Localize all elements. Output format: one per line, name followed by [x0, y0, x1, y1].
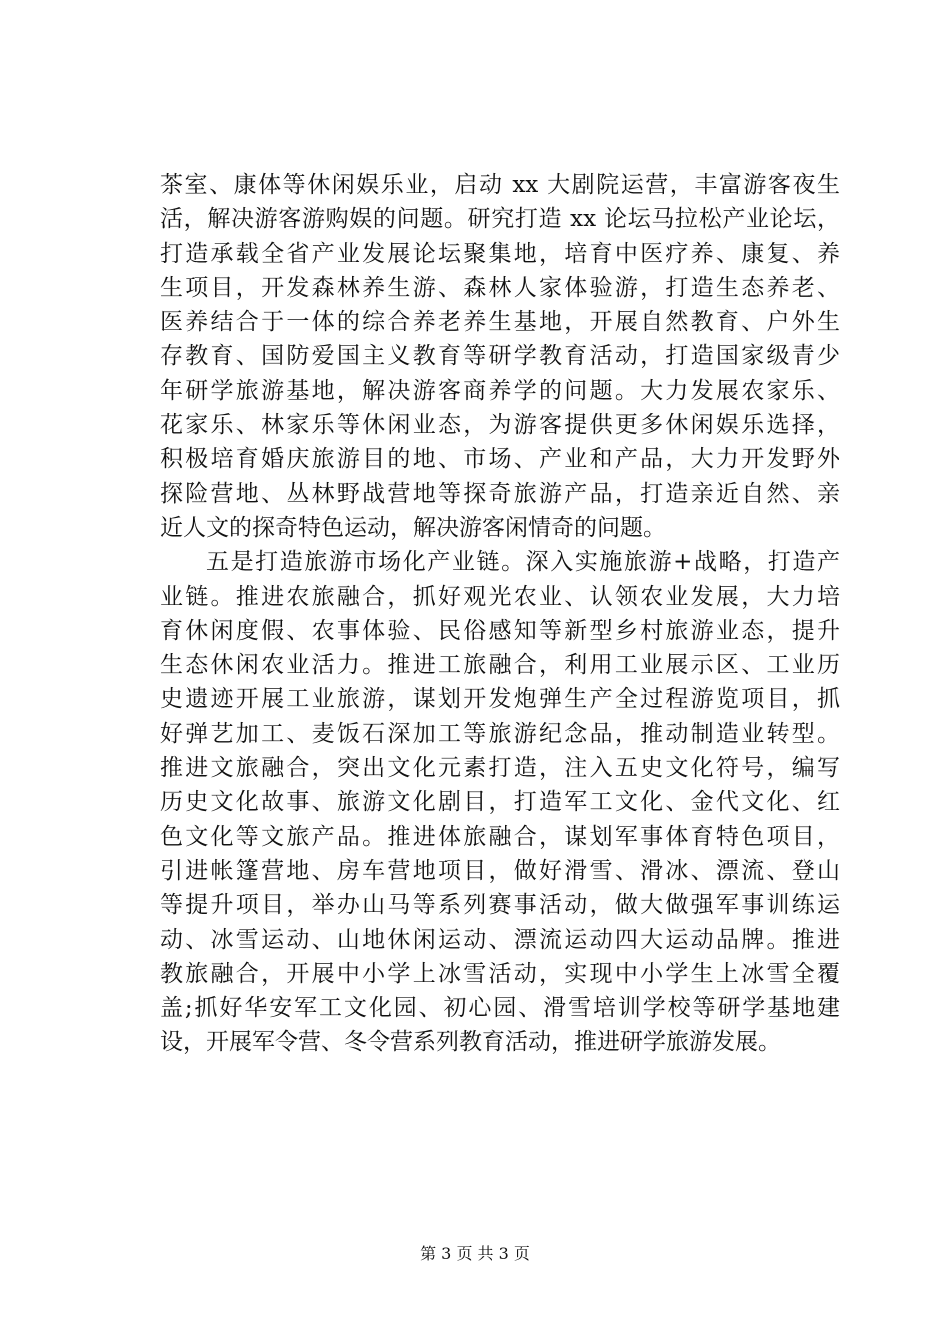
text-line: 史遗迹开展工业旅游，谋划开发炮弹生产全过程游览项目，抓 [160, 686, 840, 713]
text-line: 茶室、康体等休闲娱乐业，启动 xx 大剧院运营，丰富游客夜生 [160, 172, 840, 198]
text-line: 动、冰雪运动、山地休闲运动、漂流运动四大运动品牌。推进 [160, 926, 840, 953]
text-line: 积极培育婚庆旅游目的地、市场、产业和产品，大力开发野外 [160, 446, 840, 473]
text-line: 近人文的探奇特色运动，解决游客闲情奇的问题。 [160, 514, 666, 541]
text-line: 活，解决游客游购娱的问题。研究打造 xx 论坛马拉松产业论坛， [160, 206, 840, 233]
text-line: 生项目，开发森林养生游、森林人家体验游，打造生态养老、 [160, 274, 840, 301]
text-line: 探险营地、丛林野战营地等探奇旅游产品，打造亲近自然、亲 [160, 480, 840, 507]
text-line: 医养结合于一体的综合养老养生基地，开展自然教育、户外生 [160, 309, 840, 336]
paragraph-2 [160, 545, 840, 1059]
text-line: 引进帐篷营地、房车营地项目，做好滑雪、滑冰、漂流、登山 [160, 857, 840, 884]
text-line: 盖;抓好华安军工文化园、初心园、滑雪培训学校等研学基地建 [160, 995, 840, 1022]
text-line: 育休闲度假、农事体验、民俗感知等新型乡村旅游业态，提升 [160, 617, 840, 644]
body-text [160, 168, 840, 1060]
text-line: 年研学旅游基地，解决游客商养学的问题。大力发展农家乐、 [160, 377, 840, 404]
text-line: 打造承载全省产业发展论坛聚集地，培育中医疗养、康复、养 [160, 240, 840, 267]
text-line: 历史文化故事、旅游文化剧目，打造军工文化、金代文化、红 [160, 789, 840, 816]
text-line: 推进文旅融合，突出文化元素打造，注入五史文化符号，编写 [160, 755, 840, 782]
page-footer [0, 1244, 950, 1264]
page-number-label: 第 3 页 共 3 页 [420, 1244, 530, 1263]
text-line: 教旅融合，开展中小学上冰雪活动，实现中小学生上冰雪全覆 [160, 960, 840, 987]
text-line: 好弹艺加工、麦饭石深加工等旅游纪念品，推动制造业转型。 [160, 720, 840, 747]
text-line: 生态休闲农业活力。推进工旅融合，利用工业展示区、工业历 [160, 652, 840, 679]
paragraph-1 [160, 168, 840, 545]
text-line: 业链。推进农旅融合，抓好观光农业、认领农业发展，大力培 [160, 583, 840, 610]
text-line: 五是打造旅游市场化产业链。深入实施旅游+战略，打造产 [206, 549, 840, 576]
text-line: 花家乐、林家乐等休闲业态，为游客提供更多休闲娱乐选择， [160, 412, 840, 439]
text-line: 等提升项目，举办山马等系列赛事活动，做大做强军事训练运 [160, 892, 840, 919]
text-line: 色文化等文旅产品。推进体旅融合，谋划军事体育特色项目， [160, 823, 840, 850]
text-line: 设，开展军令营、冬令营系列教育活动，推进研学旅游发展。 [160, 1029, 781, 1056]
text-line: 存教育、国防爱国主义教育等研学教育活动，打造国家级青少 [160, 343, 840, 370]
